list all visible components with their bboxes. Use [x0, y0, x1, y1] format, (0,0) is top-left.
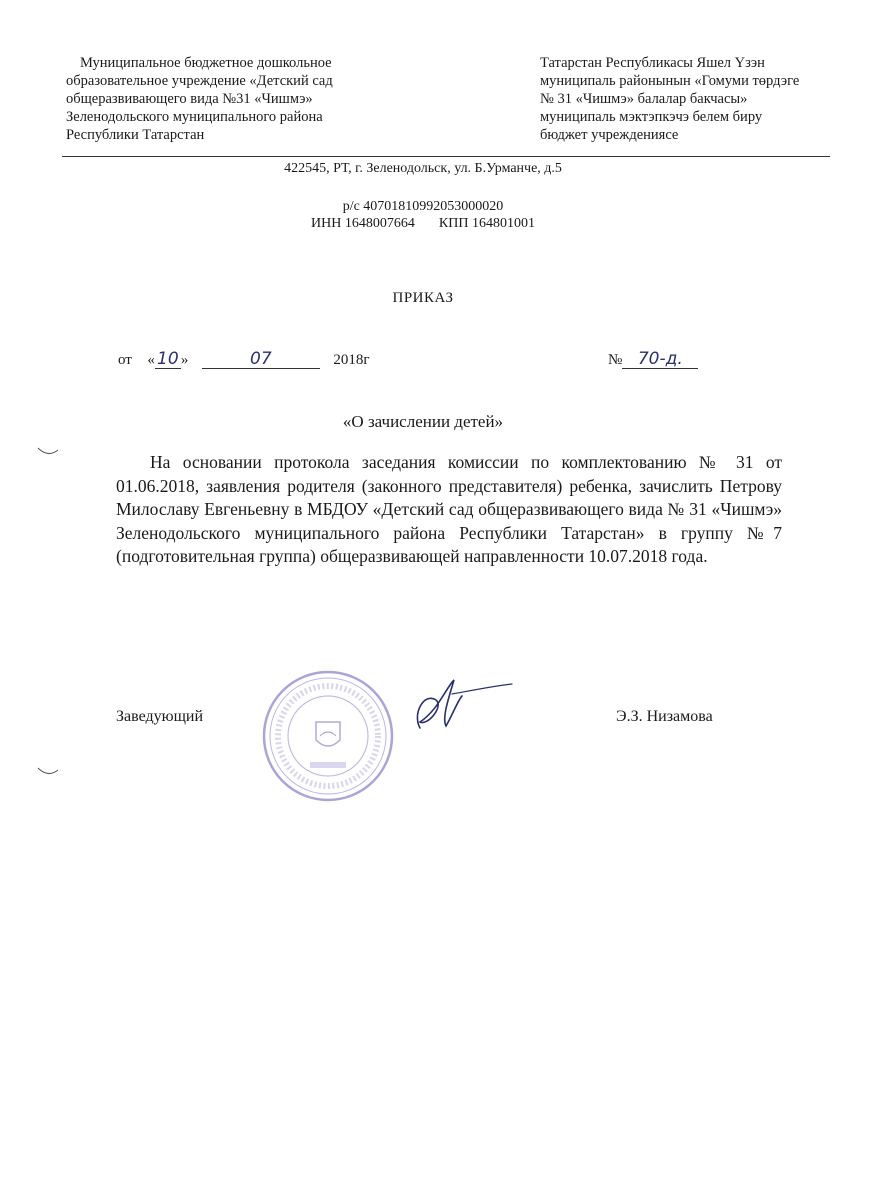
org-name-tt-line: Татарстан Республикасы Яшел Үзэн [540, 55, 765, 71]
org-name-tt-line: муниципаль мэктэпкэчэ белем биру [540, 109, 763, 125]
document-title: ПРИКАЗ [392, 290, 454, 306]
order-subject: «О зачислении детей» [342, 412, 504, 431]
number-prefix: № [608, 352, 623, 368]
kpp: КПП 164801001 [438, 216, 535, 231]
org-name-ru-line: образовательное учреждение «Детский сад [66, 73, 333, 89]
org-name-ru-line: Республики Татарстан [66, 127, 205, 143]
date-year: 2018 [333, 352, 364, 368]
org-name-tt-line: муниципаль районынын «Гомуми төрдэге [540, 73, 800, 89]
org-name-ru-line: Муниципальное бюджетное дошкольное [80, 55, 332, 71]
org-name-tt-line: бюджет учреждениясе [540, 127, 679, 143]
date-prefix: от [118, 352, 132, 368]
order-number [608, 350, 698, 369]
org-name-tatar [540, 54, 840, 144]
punch-hole-icon [36, 766, 60, 776]
order-body: На основании протокола заседания комиссии по комплектованию № 31 от 01.06.2018, заявления родителя (законного представителя) ребенка, зачислить Петрову Милославу Евгеньевну в МБДОУ «Детский сад общеразвивающего вида № 31 «Чишмэ» Зеленодольского муниципального района Республики Татарстан» в группу №7 (подготовительная группа) общеразвивающей направленности 10.07.2018 года. [116, 452, 782, 566]
header-divider [62, 156, 830, 157]
date-month: 07 [202, 350, 320, 369]
bank-account: р/с 40701810992053000020 [342, 199, 504, 214]
date-day: 10 [155, 350, 181, 369]
number-value: 70-д. [622, 350, 698, 369]
official-seal-icon [258, 666, 398, 806]
order-date [118, 350, 370, 369]
signatory-name: Э.З. Низамова [616, 708, 713, 725]
quote-open: « [147, 352, 155, 368]
org-name-ru-line: общеразвивающего вида №31 «Чишмэ» [66, 91, 313, 107]
date-year-suffix: г [363, 352, 370, 368]
tax-ids [0, 215, 846, 232]
org-name-russian [66, 54, 396, 144]
org-name-ru-line: Зеленодольского муниципального района [66, 109, 323, 125]
punch-hole-icon [36, 446, 60, 456]
signatory-role: Заведующий [116, 708, 204, 725]
handwritten-signature-icon [398, 670, 518, 740]
org-name-tt-line: № 31 «Чишмэ» балалар бакчасы» [540, 91, 748, 107]
quote-close: » [180, 352, 189, 368]
inn: ИНН 1648007664 [311, 216, 415, 231]
org-address: 422545, РТ, г. Зеленодольск, ул. Б.Урманче, д.5 [284, 161, 562, 176]
bank-details [0, 198, 872, 232]
